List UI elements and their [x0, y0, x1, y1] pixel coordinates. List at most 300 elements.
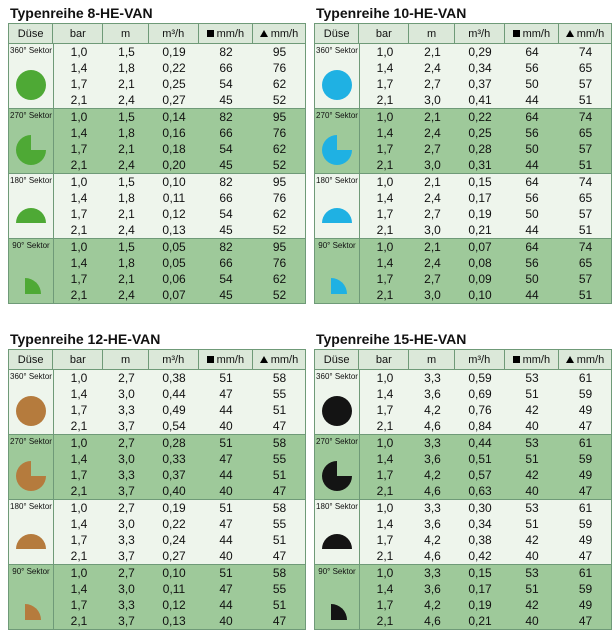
- cell-triangle-mmh: 95: [272, 175, 287, 189]
- group-rows: [360, 174, 612, 238]
- cell-square-mmh: 44: [525, 288, 539, 302]
- cell-m: 1,8: [118, 61, 135, 75]
- cell-m: 2,4: [424, 256, 441, 270]
- cell-flow: 0,10: [162, 175, 186, 189]
- cell-triangle-mmh: 51: [578, 158, 593, 172]
- cell-m: 3,0: [118, 582, 135, 596]
- header-triangle-label: mm/h: [270, 353, 299, 366]
- table-row: [54, 109, 306, 125]
- header-bar: bar: [359, 24, 409, 43]
- quarter-circle-icon: [15, 590, 47, 622]
- sector-cell: [9, 44, 54, 108]
- cell-m: 3,3: [118, 468, 135, 482]
- cell-bar: 2,1: [376, 484, 394, 498]
- cell-bar: 1,4: [376, 452, 394, 466]
- table-row: [54, 174, 306, 190]
- sector-cell: [9, 565, 54, 629]
- cell-m: 4,6: [424, 614, 441, 628]
- cell-square-mmh: 56: [525, 256, 539, 270]
- cell-triangle-mmh: 57: [578, 142, 593, 156]
- sector-group: [9, 174, 305, 239]
- cell-triangle-mmh: 65: [578, 256, 593, 270]
- cell-triangle-mmh: 74: [578, 175, 593, 189]
- header-square-mmh: [199, 350, 253, 369]
- cell-m: 3,6: [424, 452, 441, 466]
- header-bar: bar: [53, 350, 103, 369]
- sector-label: 180° Sektor: [316, 502, 358, 511]
- cell-square-mmh: 66: [219, 126, 233, 140]
- sector-cell: [9, 435, 54, 499]
- cell-bar: 2,1: [70, 158, 88, 172]
- header-bar: bar: [359, 350, 409, 369]
- cell-square-mmh: 47: [219, 387, 233, 401]
- triangle-icon: [566, 30, 574, 37]
- cell-flow: 0,16: [162, 126, 186, 140]
- table-row: [54, 532, 306, 548]
- cell-m: 2,1: [424, 240, 441, 254]
- table-row: [360, 109, 612, 125]
- cell-bar: 1,7: [70, 533, 88, 547]
- table-panel-15-he-van: [314, 329, 612, 630]
- cell-flow: 0,07: [162, 288, 186, 302]
- cell-m: 2,1: [424, 45, 441, 59]
- cell-m: 4,6: [424, 549, 441, 563]
- spec-table: [314, 349, 612, 630]
- sector-group: [315, 500, 611, 565]
- table-row: [360, 613, 612, 629]
- cell-bar: 2,1: [70, 419, 88, 433]
- cell-triangle-mmh: 65: [578, 126, 593, 140]
- table-title: Typenreihe 15-HE-VAN: [316, 331, 467, 347]
- cell-square-mmh: 42: [525, 598, 539, 612]
- header-m: m: [103, 24, 148, 43]
- cell-square-mmh: 51: [219, 371, 233, 385]
- table-row: [54, 581, 306, 597]
- cell-m: 2,7: [424, 207, 441, 221]
- cell-square-mmh: 40: [219, 549, 233, 563]
- header-triangle-mmh: [559, 350, 611, 369]
- cell-bar: 1,7: [376, 207, 394, 221]
- cell-bar: 2,1: [70, 484, 88, 498]
- cell-square-mmh: 44: [219, 598, 233, 612]
- square-icon: [207, 30, 214, 37]
- group-rows: [360, 44, 612, 108]
- cell-flow: 0,21: [468, 614, 492, 628]
- sector-group: [315, 565, 611, 629]
- cell-triangle-mmh: 55: [272, 517, 287, 531]
- cell-bar: 1,7: [70, 207, 88, 221]
- sector-cell: [315, 174, 360, 238]
- cell-flow: 0,27: [162, 549, 186, 563]
- cell-triangle-mmh: 51: [272, 468, 287, 482]
- cell-square-mmh: 51: [525, 582, 539, 596]
- group-rows: [54, 370, 306, 434]
- cell-square-mmh: 44: [219, 468, 233, 482]
- cell-flow: 0,13: [162, 223, 186, 237]
- cell-m: 2,7: [424, 272, 441, 286]
- header-nozzle: Düse: [9, 350, 53, 369]
- group-rows: [360, 500, 612, 564]
- cell-m: 3,6: [424, 517, 441, 531]
- table-row: [360, 255, 612, 271]
- cell-square-mmh: 51: [525, 452, 539, 466]
- table-row: [54, 92, 306, 108]
- quarter-circle-icon: [321, 590, 353, 622]
- cell-bar: 2,1: [376, 93, 394, 107]
- cell-flow: 0,15: [468, 175, 492, 189]
- cell-triangle-mmh: 95: [272, 110, 287, 124]
- cell-flow: 0,15: [468, 566, 492, 580]
- cell-square-mmh: 64: [525, 110, 539, 124]
- table-row: [360, 287, 612, 303]
- group-rows: [360, 109, 612, 173]
- cell-square-mmh: 51: [219, 436, 233, 450]
- sector-label: 90° Sektor: [318, 567, 356, 576]
- sector-group: [9, 435, 305, 500]
- cell-bar: 1,0: [376, 45, 394, 59]
- cell-square-mmh: 44: [219, 403, 233, 417]
- cell-bar: 1,7: [376, 272, 394, 286]
- header-flow: m³/h: [149, 350, 199, 369]
- cell-triangle-mmh: 57: [578, 77, 593, 91]
- group-rows: [54, 44, 306, 108]
- cell-bar: 1,7: [376, 533, 394, 547]
- table-row: [360, 239, 612, 255]
- table-row: [360, 548, 612, 564]
- sector-cell: [9, 500, 54, 564]
- cell-square-mmh: 45: [219, 93, 233, 107]
- triangle-icon: [566, 356, 574, 363]
- sector-cell: [315, 44, 360, 108]
- table-row: [54, 402, 306, 418]
- cell-bar: 1,4: [376, 582, 394, 596]
- sector-group: [315, 109, 611, 174]
- table-row: [360, 435, 612, 451]
- half-circle-icon: [321, 525, 353, 557]
- cell-bar: 1,4: [70, 126, 88, 140]
- cell-bar: 1,7: [70, 403, 88, 417]
- triangle-icon: [260, 356, 268, 363]
- cell-square-mmh: 82: [219, 45, 233, 59]
- cell-triangle-mmh: 58: [272, 566, 287, 580]
- sector-cell: [9, 370, 54, 434]
- cell-square-mmh: 40: [525, 484, 539, 498]
- cell-square-mmh: 50: [525, 272, 539, 286]
- cell-flow: 0,34: [468, 61, 492, 75]
- cell-square-mmh: 64: [525, 45, 539, 59]
- cell-flow: 0,76: [468, 403, 492, 417]
- cell-triangle-mmh: 57: [578, 207, 593, 221]
- cell-flow: 0,29: [468, 45, 492, 59]
- sector-group: [9, 239, 305, 303]
- cell-flow: 0,44: [468, 436, 492, 450]
- cell-triangle-mmh: 52: [272, 288, 287, 302]
- cell-triangle-mmh: 55: [272, 452, 287, 466]
- cell-triangle-mmh: 47: [272, 614, 287, 628]
- cell-flow: 0,25: [162, 77, 186, 91]
- table-row: [360, 60, 612, 76]
- header-triangle-label: mm/h: [270, 27, 299, 40]
- cell-flow: 0,13: [162, 614, 186, 628]
- cell-triangle-mmh: 51: [272, 533, 287, 547]
- cell-square-mmh: 40: [525, 614, 539, 628]
- cell-bar: 1,0: [376, 110, 394, 124]
- cell-square-mmh: 47: [219, 582, 233, 596]
- cell-flow: 0,19: [468, 598, 492, 612]
- cell-square-mmh: 45: [219, 223, 233, 237]
- cell-triangle-mmh: 49: [578, 533, 593, 547]
- table-row: [54, 287, 306, 303]
- cell-flow: 0,12: [162, 207, 186, 221]
- table-row: [54, 613, 306, 629]
- cell-m: 2,7: [118, 436, 135, 450]
- cell-flow: 0,37: [468, 77, 492, 91]
- cell-bar: 1,7: [70, 272, 88, 286]
- group-rows: [54, 174, 306, 238]
- cell-triangle-mmh: 47: [578, 419, 593, 433]
- cell-square-mmh: 40: [219, 484, 233, 498]
- cell-flow: 0,07: [468, 240, 492, 254]
- cell-square-mmh: 50: [525, 207, 539, 221]
- table-title: Typenreihe 10-HE-VAN: [316, 5, 467, 21]
- header-flow: m³/h: [455, 24, 505, 43]
- cell-flow: 0,22: [162, 517, 186, 531]
- cell-m: 2,4: [118, 288, 135, 302]
- cell-m: 3,3: [424, 566, 441, 580]
- sector-group: [315, 370, 611, 435]
- spec-table: [8, 349, 306, 630]
- cell-flow: 0,11: [162, 582, 186, 596]
- cell-bar: 1,4: [376, 61, 394, 75]
- cell-triangle-mmh: 76: [272, 126, 287, 140]
- table-row: [54, 467, 306, 483]
- header-triangle-mmh: [253, 24, 305, 43]
- cell-m: 3,6: [424, 582, 441, 596]
- cell-m: 1,8: [118, 191, 135, 205]
- table-header: [315, 350, 611, 370]
- spec-table: [314, 23, 612, 304]
- group-rows: [360, 435, 612, 499]
- cell-m: 3,3: [424, 371, 441, 385]
- cell-square-mmh: 54: [219, 272, 233, 286]
- cell-square-mmh: 51: [219, 501, 233, 515]
- table-row: [54, 255, 306, 271]
- table-row: [54, 271, 306, 287]
- cell-triangle-mmh: 51: [578, 93, 593, 107]
- sector-cell: [9, 174, 54, 238]
- cell-triangle-mmh: 59: [578, 387, 593, 401]
- sector-group: [9, 500, 305, 565]
- cell-flow: 0,27: [162, 93, 186, 107]
- cell-triangle-mmh: 58: [272, 436, 287, 450]
- sector-label: 270° Sektor: [10, 437, 52, 446]
- quarter-circle-icon: [321, 264, 353, 296]
- table-header: [9, 24, 305, 44]
- table-row: [360, 402, 612, 418]
- header-triangle-mmh: [253, 350, 305, 369]
- table-row: [360, 483, 612, 499]
- table-row: [54, 548, 306, 564]
- table-row: [54, 597, 306, 613]
- cell-bar: 1,7: [70, 468, 88, 482]
- cell-triangle-mmh: 52: [272, 223, 287, 237]
- cell-m: 2,1: [118, 272, 135, 286]
- header-square-mmh: [199, 24, 253, 43]
- cell-flow: 0,06: [162, 272, 186, 286]
- table-row: [54, 239, 306, 255]
- table-row: [360, 500, 612, 516]
- table-row: [360, 451, 612, 467]
- cell-m: 2,7: [424, 142, 441, 156]
- table-row: [360, 76, 612, 92]
- sector-label: 180° Sektor: [10, 502, 52, 511]
- cell-flow: 0,41: [468, 93, 492, 107]
- table-row: [54, 418, 306, 434]
- cell-triangle-mmh: 61: [578, 436, 593, 450]
- sector-label: 90° Sektor: [12, 241, 50, 250]
- header-triangle-mmh: [559, 24, 611, 43]
- cell-flow: 0,38: [162, 371, 186, 385]
- spec-table: [8, 23, 306, 304]
- cell-triangle-mmh: 62: [272, 77, 287, 91]
- cell-m: 2,4: [118, 158, 135, 172]
- cell-m: 3,3: [118, 403, 135, 417]
- table-row: [360, 222, 612, 238]
- cell-m: 2,4: [424, 191, 441, 205]
- cell-flow: 0,22: [468, 110, 492, 124]
- cell-square-mmh: 82: [219, 175, 233, 189]
- cell-bar: 1,4: [70, 387, 88, 401]
- cell-bar: 1,0: [70, 110, 88, 124]
- sector-label: 360° Sektor: [10, 46, 52, 55]
- cell-m: 2,1: [118, 142, 135, 156]
- table-panel-12-he-van: [8, 329, 306, 630]
- cell-bar: 1,0: [70, 371, 88, 385]
- full-circle-icon: [15, 395, 47, 427]
- cell-bar: 1,4: [376, 387, 394, 401]
- table-row: [360, 418, 612, 434]
- cell-bar: 1,4: [376, 517, 394, 531]
- cell-flow: 0,59: [468, 371, 492, 385]
- sector-label: 360° Sektor: [316, 372, 358, 381]
- table-row: [54, 206, 306, 222]
- cell-square-mmh: 53: [525, 436, 539, 450]
- table-row: [360, 581, 612, 597]
- header-m: m: [409, 350, 454, 369]
- table-row: [54, 44, 306, 60]
- group-rows: [54, 109, 306, 173]
- cell-flow: 0,38: [468, 533, 492, 547]
- cell-flow: 0,44: [162, 387, 186, 401]
- cell-bar: 2,1: [70, 93, 88, 107]
- cell-flow: 0,57: [468, 468, 492, 482]
- header-triangle-label: mm/h: [576, 27, 605, 40]
- cell-flow: 0,05: [162, 256, 186, 270]
- table-row: [54, 451, 306, 467]
- cell-square-mmh: 54: [219, 77, 233, 91]
- cell-bar: 1,0: [376, 240, 394, 254]
- cell-m: 3,0: [424, 93, 441, 107]
- table-row: [360, 141, 612, 157]
- cell-triangle-mmh: 65: [578, 61, 593, 75]
- header-nozzle: Düse: [9, 24, 53, 43]
- cell-triangle-mmh: 74: [578, 240, 593, 254]
- cell-flow: 0,14: [162, 110, 186, 124]
- cell-bar: 1,0: [376, 501, 394, 515]
- cell-m: 2,7: [118, 371, 135, 385]
- cell-flow: 0,37: [162, 468, 186, 482]
- cell-square-mmh: 64: [525, 175, 539, 189]
- sector-group: [315, 239, 611, 303]
- header-square-mmh: [505, 24, 559, 43]
- sector-group: [315, 174, 611, 239]
- cell-bar: 2,1: [376, 158, 394, 172]
- cell-bar: 1,0: [376, 371, 394, 385]
- cell-m: 3,0: [118, 387, 135, 401]
- cell-bar: 2,1: [70, 288, 88, 302]
- cell-square-mmh: 51: [219, 566, 233, 580]
- cell-triangle-mmh: 65: [578, 191, 593, 205]
- cell-m: 2,4: [118, 93, 135, 107]
- cell-bar: 1,0: [376, 566, 394, 580]
- cell-flow: 0,20: [162, 158, 186, 172]
- cell-flow: 0,28: [162, 436, 186, 450]
- cell-flow: 0,49: [162, 403, 186, 417]
- header-square-mmh: [505, 350, 559, 369]
- cell-flow: 0,33: [162, 452, 186, 466]
- cell-m: 3,3: [424, 436, 441, 450]
- cell-triangle-mmh: 51: [578, 223, 593, 237]
- cell-flow: 0,19: [468, 207, 492, 221]
- table-header: [9, 350, 305, 370]
- cell-m: 3,3: [424, 501, 441, 515]
- cell-bar: 2,1: [70, 614, 88, 628]
- cell-triangle-mmh: 49: [578, 598, 593, 612]
- table-row: [360, 532, 612, 548]
- cell-square-mmh: 53: [525, 371, 539, 385]
- square-icon: [513, 30, 520, 37]
- cell-flow: 0,54: [162, 419, 186, 433]
- table-row: [360, 125, 612, 141]
- cell-m: 3,3: [118, 598, 135, 612]
- cell-triangle-mmh: 59: [578, 517, 593, 531]
- cell-bar: 1,7: [70, 77, 88, 91]
- cell-m: 4,2: [424, 403, 441, 417]
- cell-square-mmh: 56: [525, 191, 539, 205]
- cell-triangle-mmh: 52: [272, 158, 287, 172]
- cell-bar: 1,0: [70, 45, 88, 59]
- group-rows: [54, 500, 306, 564]
- table-row: [360, 190, 612, 206]
- three-quarter-circle-icon: [15, 134, 47, 166]
- cell-bar: 1,0: [376, 175, 394, 189]
- cell-bar: 1,4: [376, 126, 394, 140]
- cell-bar: 1,0: [70, 175, 88, 189]
- cell-m: 2,1: [424, 175, 441, 189]
- cell-square-mmh: 66: [219, 61, 233, 75]
- cell-square-mmh: 82: [219, 110, 233, 124]
- sector-cell: [315, 500, 360, 564]
- cell-bar: 1,4: [70, 452, 88, 466]
- cell-triangle-mmh: 76: [272, 191, 287, 205]
- table-row: [54, 435, 306, 451]
- table-row: [54, 500, 306, 516]
- cell-flow: 0,17: [468, 191, 492, 205]
- cell-triangle-mmh: 49: [578, 468, 593, 482]
- sector-group: [9, 370, 305, 435]
- sector-label: 180° Sektor: [316, 176, 358, 185]
- cell-m: 4,2: [424, 598, 441, 612]
